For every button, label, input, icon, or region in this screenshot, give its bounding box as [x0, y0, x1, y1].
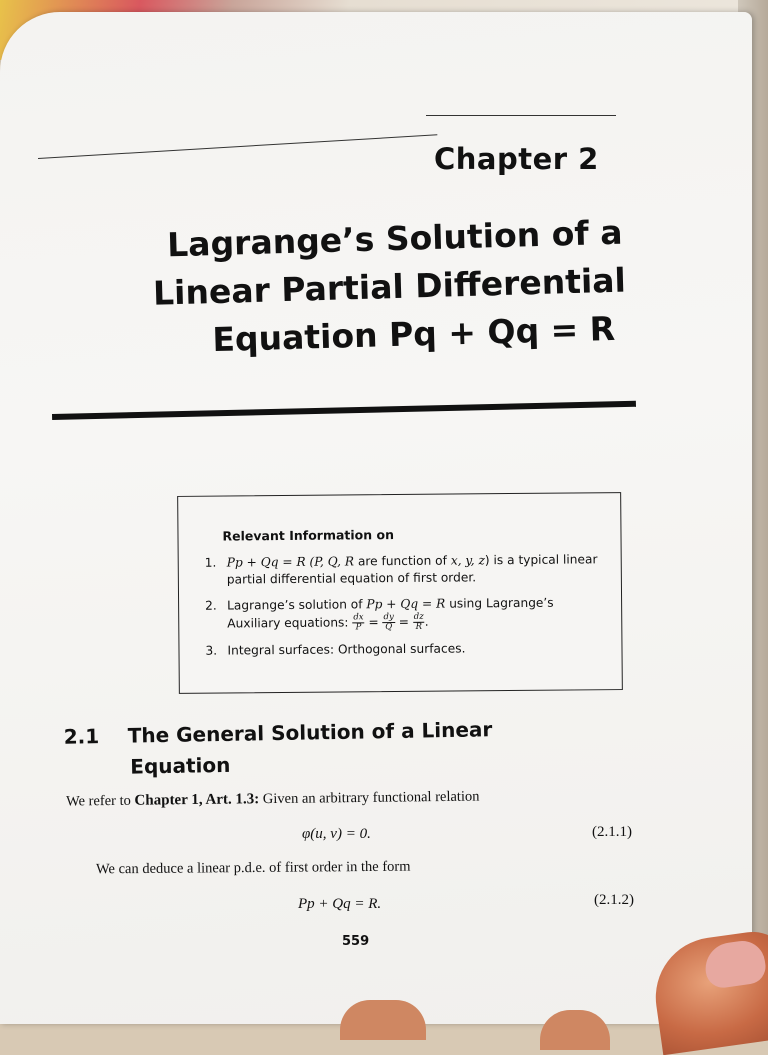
info-item-equation: Pp + Qq = R (P, Q, R — [226, 554, 355, 570]
equation-2-1-2: Pp + Qq = R. — [298, 896, 382, 912]
title-divider — [52, 401, 636, 420]
info-item-fragment: are function of — [353, 553, 451, 569]
title-line-3: Equation Pq + Qq = R — [211, 308, 616, 360]
paragraph-1-tail: Given an arbitrary functional relation — [259, 788, 480, 808]
chapter-label: Chapter 2 — [434, 142, 599, 176]
paragraph-1-lead: We refer to — [65, 792, 135, 810]
info-item-number: 3. — [205, 643, 218, 658]
info-item-text: Integral surfaces: Orthogonal surfaces. — [227, 641, 466, 658]
section-title-line-1: The General Solution of a Linear — [127, 717, 493, 748]
page-number: 559 — [342, 934, 370, 949]
header-rule-left — [38, 134, 437, 159]
info-item-2 — [205, 594, 605, 633]
paragraph-1 — [66, 784, 652, 811]
relevant-information-box — [177, 492, 623, 694]
info-item-number: 1. — [204, 555, 217, 570]
equation-label-2-1-1: (2.1.1) — [592, 824, 632, 840]
section-number: 2.1 — [63, 724, 100, 749]
equation-label-2-1-2: (2.1.2) — [594, 892, 634, 908]
chapter-reference: Chapter 1, Art. 1.3: — [134, 791, 260, 809]
fraction-dx-p: $\frac{dx}{P}$ — [353, 612, 364, 633]
header-rule-right — [426, 115, 616, 116]
info-heading: Relevant Information on — [222, 527, 395, 544]
chapter-title — [72, 208, 646, 368]
section-heading — [63, 714, 493, 783]
info-item-fragment: Lagrange’s solution of — [227, 597, 367, 613]
info-item-text — [227, 551, 605, 588]
info-item-text: Lagrange’s solution of Pp + Qq = R using Lagrange’s Auxiliary equations: $\frac{dx}{P}$ = $\frac{dy}{Q}$ = $\frac{dz}{R}$ . — [227, 595, 554, 633]
info-item-3 — [205, 639, 605, 659]
section-title-line-2: Equation — [130, 752, 231, 779]
equation-2-1-1: φ(u, v) = 0. — [302, 826, 371, 842]
info-item-equation: Pp + Qq = R — [366, 596, 446, 612]
finger-left — [340, 1000, 426, 1040]
info-item-1 — [205, 551, 605, 588]
title-line-1: Lagrange’s Solution of a — [166, 212, 623, 265]
info-list — [205, 551, 606, 668]
paragraph-2: We can deduce a linear p.d.e. of first order in the form — [95, 858, 411, 878]
info-item-number: 2. — [205, 598, 217, 613]
title-line-2: Linear Partial Differential — [152, 260, 627, 313]
fraction-dz-r: $\frac{dz}{R}$ — [413, 611, 424, 632]
fraction-dy-q: $\frac{dy}{Q}$ — [383, 612, 394, 633]
book-page — [0, 12, 752, 1024]
info-item-variables: x, y, z — [450, 553, 485, 568]
info-item-fragment: using Lagrange’s Auxiliary equations: — [227, 595, 554, 631]
info-item-fragment: ) is a typical linear partial differential equation of first order. — [226, 552, 598, 587]
